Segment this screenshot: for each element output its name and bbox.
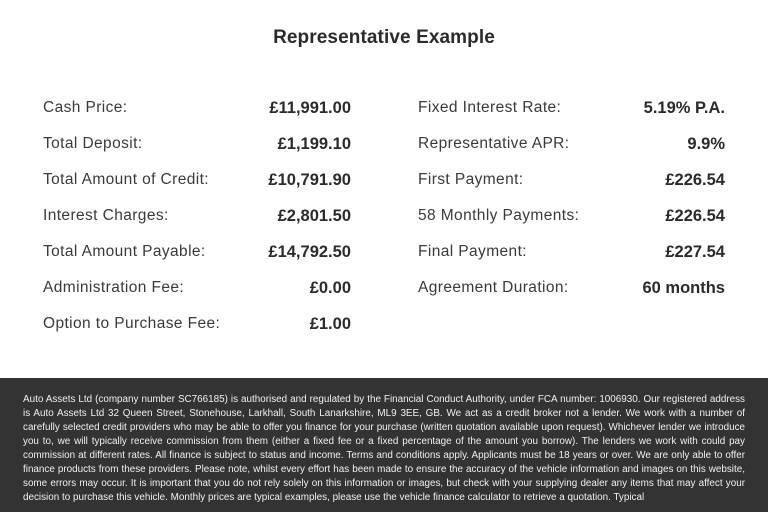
detail-label: Final Payment: bbox=[418, 243, 527, 260]
detail-value: £14,792.50 bbox=[268, 242, 351, 261]
right-details-column bbox=[418, 90, 725, 306]
detail-label: Administration Fee: bbox=[43, 279, 185, 296]
detail-value: £1.00 bbox=[309, 314, 351, 333]
detail-row-interest-charges bbox=[43, 198, 351, 234]
detail-value: £10,791.90 bbox=[268, 170, 351, 189]
detail-label: Fixed Interest Rate: bbox=[418, 99, 562, 116]
detail-label: Representative APR: bbox=[418, 135, 570, 152]
detail-label: Cash Price: bbox=[43, 99, 128, 116]
detail-row-total-credit bbox=[43, 162, 351, 198]
detail-label: 58 Monthly Payments: bbox=[418, 207, 580, 224]
detail-value: 60 months bbox=[642, 278, 725, 297]
left-details-column bbox=[43, 90, 351, 342]
detail-value: £2,801.50 bbox=[277, 206, 351, 225]
disclaimer-text: Auto Assets Ltd (company number SC766185) is authorised and regulated by the Financial Conduct Authority, under FCA number: 1006930. Our registered address is Auto Assets Ltd 32 Queen Street, Stonehouse, Larkhall, South Lanarkshire, ML9 3EE, GB. We act as a credit broker not a lender. We work with a number of carefully selected credit providers who may be able to offer you finance for your purchase (written quotation available upon request). Whichever lender we introduce you to, we will typically receive commission from them (either a fixed fee or a fixed percentage of the amount you borrow). The lenders we work with could pay commission at different rates. All finance is subject to status and income. Terms and conditions apply. Applicants must be 18 years or over. We are only able to offer finance products from these providers. Please note, whilst every effort has been made to ensure the accuracy of the vehicle information and images on this website, some errors may occur. It is important that you do not rely solely on this information or images, but check with your supplying dealer any items that may affect your decision to purchase this vehicle. Monthly prices are typical examples, please use the vehicle finance calculator to retrieve a quotation. Typical bbox=[23, 394, 745, 503]
detail-value: 9.9% bbox=[687, 134, 725, 153]
detail-row-apr bbox=[418, 126, 725, 162]
detail-value: £0.00 bbox=[309, 278, 351, 297]
detail-label: Agreement Duration: bbox=[418, 279, 569, 296]
detail-value: £1,199.10 bbox=[277, 134, 351, 153]
detail-row-total-deposit bbox=[43, 126, 351, 162]
detail-value: £226.54 bbox=[665, 170, 725, 189]
detail-label: Total Deposit: bbox=[43, 135, 143, 152]
detail-label: First Payment: bbox=[418, 171, 524, 188]
detail-value: £11,991.00 bbox=[269, 98, 351, 117]
detail-value: £226.54 bbox=[665, 206, 725, 225]
detail-value: £227.54 bbox=[665, 242, 725, 261]
detail-row-cash-price bbox=[43, 90, 351, 126]
detail-label: Interest Charges: bbox=[43, 207, 169, 224]
detail-row-monthly-payments bbox=[418, 198, 725, 234]
detail-row-purchase-fee bbox=[43, 306, 351, 342]
detail-row-final-payment bbox=[418, 234, 725, 270]
page-title: Representative Example bbox=[273, 27, 495, 48]
detail-row-admin-fee bbox=[43, 270, 351, 306]
detail-row-first-payment bbox=[418, 162, 725, 198]
detail-row-total-payable bbox=[43, 234, 351, 270]
legal-footer bbox=[0, 378, 768, 512]
detail-label: Total Amount Payable: bbox=[43, 243, 206, 260]
detail-row-interest-rate bbox=[418, 90, 725, 126]
detail-value: 5.19% P.A. bbox=[643, 98, 725, 117]
detail-label: Total Amount of Credit: bbox=[43, 171, 210, 188]
detail-row-agreement-duration bbox=[418, 270, 725, 306]
detail-label: Option to Purchase Fee: bbox=[43, 315, 221, 332]
